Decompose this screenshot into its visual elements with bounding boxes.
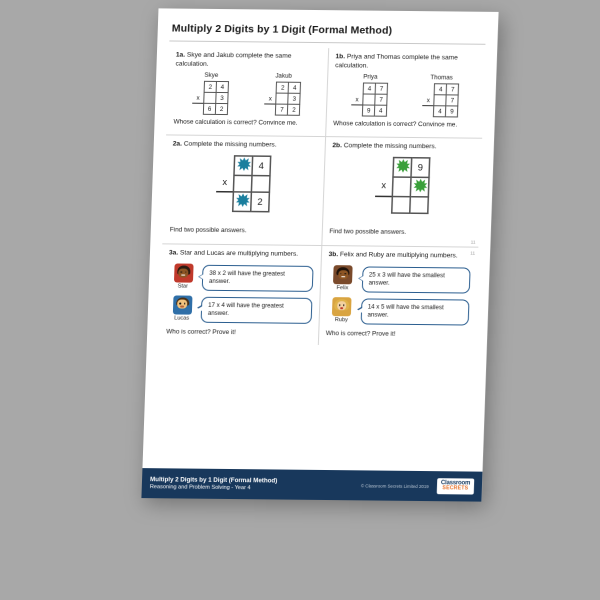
character-star (168, 264, 314, 292)
logo-line-2: SECRETS (442, 485, 469, 492)
cell (422, 106, 434, 117)
question-2b-footer: Find two possible answers. (329, 228, 407, 237)
question-1b-prompt (335, 53, 478, 72)
calc-skye-grid (192, 81, 229, 115)
question-3a-prompt (169, 250, 314, 260)
question-2b-text: Complete the missing numbers. (343, 142, 437, 150)
cell-operator: x (196, 94, 200, 102)
question-2a-number: 2a. (172, 140, 183, 148)
cell: 6 (203, 104, 215, 115)
question-row-2 (162, 135, 482, 248)
cell: 4 (252, 157, 271, 177)
cell: 9 (363, 105, 375, 116)
cell (423, 84, 435, 95)
question-1a (166, 46, 329, 135)
question-2a-calculation (171, 155, 317, 208)
cell: 3 (216, 93, 228, 104)
question-2b-prompt (332, 142, 475, 152)
calc-jakub (264, 73, 302, 116)
question-1b-text: Priya and Thomas complete the same calculation. (335, 53, 458, 70)
page-title: Multiply 2 Digits by 1 Digit (Formal Method) (171, 22, 393, 37)
character-felix-avatar-group (327, 265, 358, 291)
character-ruby (326, 297, 469, 325)
question-3b-text: Felix and Ruby are multiplying numbers. (339, 251, 458, 260)
cell (392, 197, 411, 214)
question-3b-prompt (328, 252, 471, 262)
cell: 2 (251, 192, 270, 212)
question-1b-footer: Whose calculation is correct? Convince me. (333, 120, 458, 129)
cell (276, 93, 288, 104)
question-2b (322, 137, 482, 247)
question-3a-footer: Who is correct? Prove it! (166, 328, 236, 336)
cell (217, 156, 235, 176)
question-1a-calculations (174, 72, 320, 116)
cell-operator: x (222, 178, 228, 189)
character-felix-name: Felix (336, 285, 349, 292)
splat-icon (394, 159, 410, 174)
calc-2a-grid (216, 155, 272, 213)
cell (363, 94, 375, 105)
cell: 2 (288, 105, 300, 116)
splat-icon (412, 178, 428, 193)
cell (376, 158, 394, 178)
splat-shape (412, 178, 428, 193)
avatar (332, 297, 352, 316)
cell: 4 (375, 106, 387, 117)
cell (216, 192, 234, 212)
question-1a-prompt (175, 52, 320, 71)
question-3b-footer: Who is correct? Prove it! (325, 329, 396, 338)
cell: 7 (447, 84, 459, 95)
question-2a-prompt (173, 140, 318, 150)
cell: 2 (204, 82, 216, 93)
avatar (173, 264, 193, 283)
footer-subtitle: Reasoning and Problem Solving - Year 4 (149, 484, 251, 492)
question-2b-number: 2b. (332, 141, 343, 149)
calc-jakub-grid (264, 82, 301, 116)
footer-copyright: © Classroom Secrets Limited 2019 (360, 482, 429, 489)
question-2a-footer: Find two possible answers. (169, 226, 247, 235)
page-footer (141, 468, 482, 502)
cell-operator: x (426, 96, 431, 104)
cell: 2 (215, 104, 227, 115)
cell (193, 82, 205, 93)
cell (434, 95, 446, 106)
cell-operator: x (380, 181, 386, 193)
cell (264, 104, 276, 115)
question-row-1 (166, 46, 485, 138)
calc-jakub-name: Jakub (275, 72, 293, 81)
character-ruby-avatar-group (326, 297, 357, 323)
question-3a (159, 245, 322, 346)
cell: 4 (216, 82, 228, 93)
splat-shape (236, 157, 252, 172)
speech-bubble-ruby: 14 x 5 will have the smallest answer. (360, 298, 469, 325)
cell: 7 (446, 95, 458, 106)
character-ruby-name: Ruby (334, 317, 348, 324)
question-row-3 (159, 245, 479, 347)
speech-bubble-star: 38 x 2 will have the greatest answer. (202, 265, 314, 292)
cell (192, 104, 204, 115)
question-3b (318, 246, 478, 347)
avatar (333, 265, 353, 284)
cell-operator: x (268, 95, 273, 103)
cell-splat (233, 192, 252, 212)
question-3a-text: Star and Lucas are multiplying numbers. (179, 249, 299, 259)
cell: 4 (289, 83, 301, 94)
question-1b-calculations (333, 74, 477, 118)
cell (352, 83, 364, 94)
question-2b-calculation (331, 157, 475, 196)
character-lucas (167, 295, 313, 323)
question-2a (162, 135, 325, 245)
worksheet-sheet (141, 8, 498, 501)
footer-text-group (150, 476, 361, 492)
cell (234, 176, 253, 193)
calc-thomas (422, 75, 460, 118)
cell-splat (410, 178, 429, 198)
splat-shape (235, 193, 251, 208)
character-lucas-avatar-group (167, 295, 198, 321)
cell: 4 (434, 106, 446, 117)
question-1b (326, 48, 486, 137)
splat-icon (235, 193, 251, 208)
speech-bubble-felix: 25 x 3 will have the smallest answer. (361, 267, 470, 294)
calc-thomas-grid (422, 84, 459, 118)
question-1b-number: 1b. (335, 53, 346, 61)
calc-skye (192, 72, 230, 115)
speech-bubble-lucas: 17 x 4 will have the greatest answer. (201, 297, 313, 324)
page-number-3b: 11 (470, 251, 476, 257)
cell (374, 197, 392, 214)
page-number-2b: 11 (470, 240, 476, 246)
cell (265, 82, 277, 93)
logo-line-1: Classroom (440, 480, 471, 487)
cell: 9 (446, 106, 458, 117)
question-2a-text: Complete the missing numbers. (183, 140, 277, 149)
cell (204, 93, 216, 104)
cell: 7 (276, 104, 288, 115)
cell (410, 197, 429, 214)
calc-priya-name: Priya (363, 73, 378, 82)
cell-splat (234, 156, 253, 176)
worksheet-page (141, 8, 498, 501)
cell-operator: x (355, 96, 359, 104)
cell-splat (393, 158, 412, 178)
cell: 3 (288, 94, 300, 105)
splat-shape (394, 159, 410, 174)
character-star-avatar-group (168, 264, 199, 290)
cell (392, 177, 411, 197)
character-star-name: Star (177, 283, 189, 290)
question-1a-number: 1a. (175, 51, 186, 59)
footer-title: Multiply 2 Digits by 1 Digit (Formal Method) (149, 476, 278, 485)
cell: 2 (277, 82, 289, 93)
question-3a-number: 3a. (168, 249, 179, 257)
calc-priya (351, 74, 389, 117)
avatar (172, 295, 192, 314)
cell: 4 (435, 84, 447, 95)
calc-2b-grid (374, 157, 430, 215)
character-lucas-name: Lucas (174, 315, 190, 322)
question-1a-footer: Whose calculation is correct? Convince me. (173, 118, 298, 128)
cell: 9 (411, 158, 430, 178)
character-felix (327, 265, 470, 293)
calc-skye-name: Skye (204, 72, 219, 80)
question-3b-number: 3b. (328, 251, 339, 259)
cell: 7 (375, 84, 387, 95)
splat-icon (236, 157, 252, 172)
question-1a-text: Skye and Jakub complete the same calculation. (175, 51, 292, 68)
cell: 7 (375, 95, 387, 106)
calc-thomas-name: Thomas (430, 74, 453, 82)
title-divider (169, 40, 485, 44)
classroom-secrets-logo (437, 479, 475, 495)
calc-priya-grid (351, 83, 388, 117)
cell (252, 176, 271, 193)
cell (351, 105, 363, 116)
cell: 4 (363, 83, 375, 94)
